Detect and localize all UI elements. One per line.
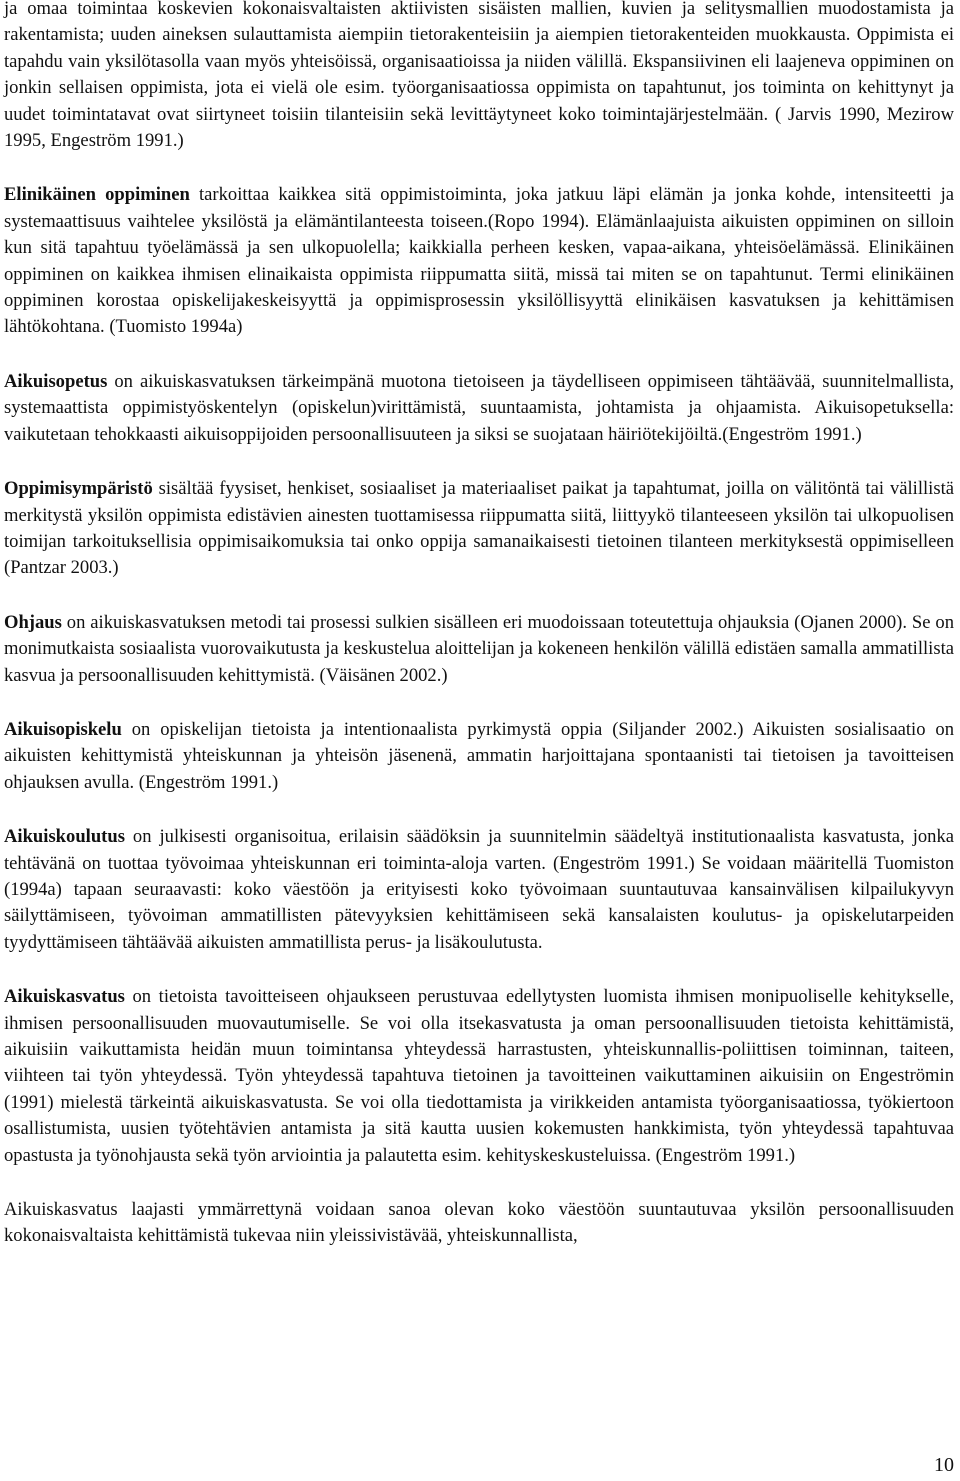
term-heading: Aikuisopetus <box>4 370 108 392</box>
paragraph-text: on tietoista tavoitteiseen ohjaukseen perustuvaa edellytysten luomista ihmisen monipuoliselle kehitykselle, ihmisen persoonallisuuden muovautumiselle. Se voi olla itsekasvatusta ja oman persoonallisuuden tietoista kehittämistä, aikuisiin vaikuttamista heidän muun toimintansa yhteydessä harrastusten, yhteiskunnallis-poliittisen toiminnan, taiteen, viihteen tai työn yhteydessä. Työn yhteydessä tapahtuva tietoinen ja tavoitteinen vaikuttaminen aikuisiin on Engeströmin (1991) mielestä tärkeintä aikuiskasvatusta. Se voi olla tiedottamista ja virikkeiden antamista työorganisaatiossa, työkiertoon osallistumista, uusien työtehtävien antamista ja sitä kautta uusien kokemusten hankkimista, työn yhteydessä tapahtuvaa opastusta ja työnohjausta sekä työn arviointia ja palautetta esim. kehityskeskusteluissa. (Engeström 1991.) <box>4 986 954 1166</box>
paragraph-adult-education <box>4 984 954 1169</box>
term-heading: Aikuiskasvatus <box>4 986 125 1008</box>
paragraph-adult-education-broadly <box>4 1197 954 1250</box>
paragraph-adult-training <box>4 824 954 956</box>
paragraph-lifelong-learning <box>4 182 954 340</box>
paragraph-learning-environment <box>4 476 954 582</box>
paragraph-text: on aikuiskasvatuksen tärkeimpänä muotona tietoiseen ja täydelliseen oppimiseen tähtäävää, suunnitelmallista, systemaattista oppimistyöskentelyn (opiskelun)virittämistä, suuntaamista, johtamista ja ohjaamista. Aikuisopetuksella: vaikutetaan tehokkaasti aikuisoppijoiden persoonallisuuteen ja siksi se suojataan häiriötekijöiltä.(Engeström 1991.) <box>4 370 954 445</box>
term-heading: Aikuiskoulutus <box>4 826 125 848</box>
term-heading: Oppimisympäristö <box>4 478 153 500</box>
paragraph-text: on julkisesti organisoitua, erilaisin säädöksin ja suunnitelmin säädeltyä institutionaalista kasvatusta, jonka tehtävänä on tuottaa työvoimaa yhteiskunnan eri toiminta-aloja varten. (Engeström 1991.) Se voidaan määritellä Tuomiston (1994a) tapaan seuraavasti: koko väestöön ja erityisesti koko työvoimaan suuntautuvaa kansainvälisen kilpailukyvyn säilyttämiseen, työvoiman ammatillisten pätevyyksien kehittämiseen sekä kansalaisten koulutus- ja opiskelutarpeiden tyydyttämiseen tähtäävää aikuisten ammatillista perus- ja lisäkoulutusta. <box>4 826 954 953</box>
paragraph-text: tarkoittaa kaikkea sitä oppimistoiminta, joka jatkuu läpi elämän ja jonka kohde, intensiteetti ja systemaattisuus vaihtelee yksilöstä ja elämäntilanteesta toiseen.(Ropo 1994). Elämänlaajuista aikuisten oppiminen on silloin kun sitä tapahtuu työelämässä ja sen ulkopuolella; kaikkialla perheen kesken, vapaa-aikana, yhteisöelämässä. Elinikäinen oppiminen on kaikkea ihmisen elinaikaista oppimista riippumatta siitä, missä tai miten se on tapahtunut. Termi elinikäinen oppiminen korostaa opiskelijakeskeisyyttä ja oppimisprosessin yksilöllisyyttä elinikäisen kasvatuksen ja kehittämisen lähtökohtana. (Tuomisto 1994a) <box>4 184 954 338</box>
paragraph-text: on aikuiskasvatuksen metodi tai prosessi sulkien sisälleen eri muodoissaan toteutettuja ohjauksia (Ojanen 2000). Se on monimutkaista sosiaalista vuorovaikutusta ja keskustelua aloittelijan ja kokeneen henkilön välillä edistäen samalla ammatillista kasvua ja persoonallisuuden kehittymistä. (Väisänen 2002.) <box>4 611 954 686</box>
paragraph-text: ja omaa toimintaa koskevien kokonaisvaltaisten aktiivisten sisäisten mallien, kuvien ja selitysmallien muodostamista ja rakentamista; uuden aineksen sulauttamista aiempiin tietorakenteisiin ja aiempien tietorakenteiden muokkausta. Oppimista ei tapahdu vain yksilötasolla vaan myös yhteisöissä, organisaatioissa ja niiden välillä. Ekspansiivinen eli laajeneva oppiminen on jonkin sellaisen oppimista, jota ei vielä ole esim. työorganisaatiossa oppimista on tapahtunut, jos toiminta on kehittynyt ja uudet toimintatavat ovat siirtyneet toisiin tilanteisiin sekä levittäytyneet koko toimintajärjestelmään. ( Jarvis 1990, Mezirow 1995, Engeström 1991.) <box>4 0 954 152</box>
paragraph-learning-continued <box>4 0 954 154</box>
document-page <box>4 0 954 1278</box>
paragraph-adult-teaching <box>4 369 954 448</box>
paragraph-adult-studying <box>4 717 954 796</box>
term-heading: Ohjaus <box>4 611 62 633</box>
paragraph-text: sisältää fyysiset, henkiset, sosiaaliset ja materiaaliset paikat ja tapahtumat, joilla on välitöntä tai välillistä merkitystä yksilön oppimista edistävien ainesten tuottamisessa riippumatta siitä, liittyykö tilanteeseen yksilön tai ulkopuolisen toimijan tarkoituksellisia oppimisaikomuksia tai onko oppija samanaikaisesti tietoinen tilanteen merkityksestä oppimiselleen (Pantzar 2003.) <box>4 478 954 579</box>
term-heading: Aikuisopiskelu <box>4 718 122 740</box>
page-number: 10 <box>934 1454 954 1476</box>
term-heading: Elinikäinen oppiminen <box>4 184 190 206</box>
paragraph-text: Aikuiskasvatus laajasti ymmärrettynä voidaan sanoa olevan koko väestöön suuntautuvaa yksilön persoonallisuuden kokonaisvaltaista kehittämistä tukevaa niin yleissivistävää, yhteiskunnallista, <box>4 1199 954 1247</box>
paragraph-text: on opiskelijan tietoista ja intentionaalista pyrkimystä oppia (Siljander 2002.) Aikuisten sosialisaatio on aikuisten kehittymistä yhteiskunnan ja yhteisön jäsenenä, ammatin harjoittajana spontaanisti tai tietoisen ja tavoitteisen ohjauksen avulla. (Engeström 1991.) <box>4 718 954 793</box>
paragraph-guidance <box>4 610 954 689</box>
